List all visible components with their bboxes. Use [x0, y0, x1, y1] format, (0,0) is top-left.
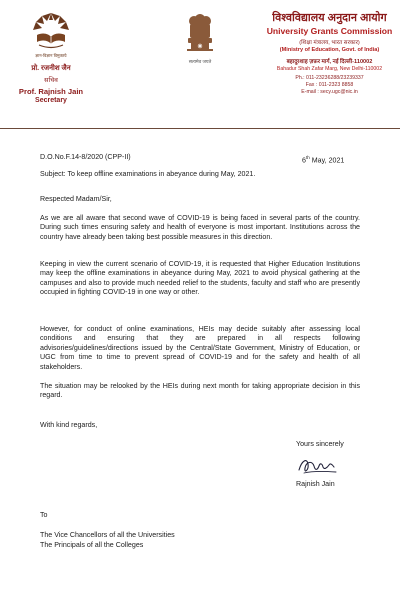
salutation: Respected Madam/Sir, — [40, 195, 112, 203]
letterhead-center — [172, 12, 228, 65]
date-suffix: th — [305, 155, 310, 160]
body-paragraph: As we are all aware that second wave of COVID-19 is being faced in several parts of the country. During such times ensuring safety and health of everyone is most important. Institutions across the country have already been taking best possible measures in this direction. — [40, 214, 360, 241]
to-label: To — [40, 511, 48, 519]
secretary-name: Prof. Rajnish Jain — [18, 87, 84, 96]
ministry-hindi: (शिक्षा मंत्रालय, भारत सरकार) — [299, 40, 360, 46]
email-text: E-mail : secy.ugc@nic.in — [301, 89, 358, 96]
letter-date — [302, 153, 344, 166]
org-name-hindi: विश्वविद्यालय अनुदान आयोग — [272, 12, 387, 24]
closing-line: Yours sincerely — [296, 440, 344, 448]
secretary-name-hindi: प्रो. रजनीश जैन — [31, 65, 71, 72]
letterhead-right — [262, 10, 397, 96]
letterhead-divider — [0, 128, 400, 129]
contact-block — [262, 75, 397, 96]
reference-number: D.O.No.F.14-8/2020 (CPP-II) — [40, 153, 131, 161]
secretary-title: Secretary — [35, 97, 67, 104]
org-name: University Grants Commission — [266, 26, 393, 36]
body-paragraph: However, for conduct of online examinations, HEIs may decide suitably after assessing local conditions and ensuring that they are prepared in all respects following advisories/guidelines/directions issued by the Central/State Government, Ministry of Education, or UGC from time to time to prevent spread of COVID-19 and for the safety and health of all stakeholders. — [40, 325, 360, 371]
ministry-name: (Ministry of Education, Govt. of India) — [279, 47, 380, 53]
national-emblem-icon — [182, 12, 218, 58]
addressee-line: The Vice Chancellors of all the Universities — [40, 531, 175, 539]
body-paragraph: The situation may be relooked by the HEIs during next month for taking appropriate decision in this regard. — [40, 382, 360, 400]
secretary-title-hindi: सचिव — [44, 77, 58, 84]
letterhead-left — [10, 10, 92, 104]
signatory-name: Rajnish Jain — [296, 480, 335, 488]
signature-icon — [296, 454, 340, 478]
addressee-line: The Principals of all the Colleges — [40, 541, 144, 549]
fax-text: Fax : 011-2323 8858 — [305, 82, 354, 89]
motto-text: ज्ञान-विज्ञान विमुक्तये — [35, 53, 67, 58]
ugc-logo-icon — [30, 10, 72, 52]
address-hindi: बहादुरशाह ज़फ़र मार्ग, नई दिल्ली-110002 — [286, 59, 373, 65]
emblem-caption: सत्यमेव जयते — [188, 59, 212, 64]
body-paragraph: Keeping in view the current scenario of COVID-19, it is requested that Higher Education Institutions may keep the offline examinations in abeyance during May, 2021 to avoid physical gathering at the campuses and also to provide much needed relief to the students, faculty and staff who are presently occupied in fighting COVID-19 in one way or other. — [40, 260, 360, 297]
date-day: 6 — [302, 156, 306, 165]
phone-text: Ph.: 011-23236288/23239337 — [295, 75, 364, 81]
subject-line: Subject: To keep offline examinations in abeyance during May, 2021. — [40, 170, 256, 178]
address: Bahadur Shah Zafar Marg, New Delhi-110002 — [276, 66, 383, 72]
regards-line: With kind regards, — [40, 421, 98, 429]
date-month-year: May, 2021 — [309, 156, 345, 165]
